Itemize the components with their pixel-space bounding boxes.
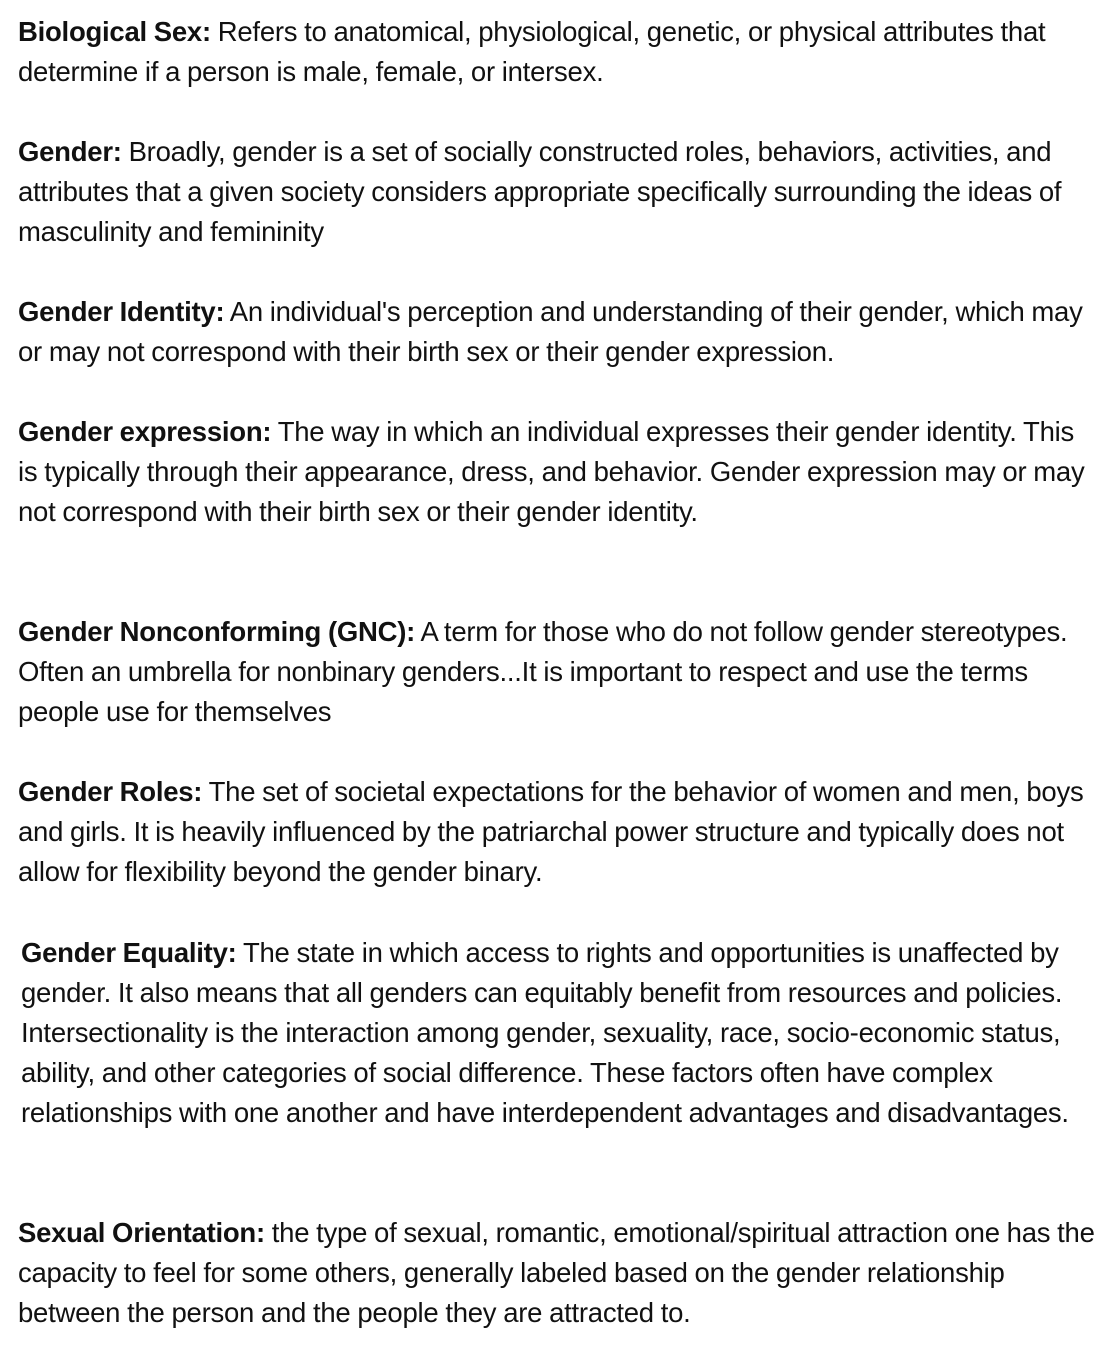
definition-gender <box>18 132 1098 252</box>
definition-sexual-orientation <box>18 1213 1098 1333</box>
definition-term: Gender expression: <box>18 416 272 447</box>
definition-text: The state in which access to rights and opportunities is unaffected by gender. It also means that all genders can equitably benefit from resources and policies. Intersectionality is the interaction among gender, sexuality, race, socio-economic status, ability, and other categories of social difference. These factors often have complex relationships with one another and have interdependent advantages and disadvantages. <box>21 937 1069 1128</box>
definition-term: Biological Sex: <box>18 16 211 47</box>
definition-term: Gender Equality: <box>21 937 237 968</box>
definition-gender-nonconforming <box>18 612 1098 732</box>
definition-biological-sex <box>18 12 1098 92</box>
definition-term: Gender Identity: <box>18 296 225 327</box>
definition-gender-roles <box>18 772 1098 892</box>
definition-term: Gender Roles: <box>18 776 203 807</box>
definition-gender-equality <box>21 933 1098 1133</box>
definition-gender-identity <box>18 292 1098 372</box>
definition-gender-expression <box>18 412 1098 532</box>
definition-text: Refers to anatomical, physiological, genetic, or physical attributes that determine if a person is male, female, or intersex. <box>18 16 1046 87</box>
definition-text: The way in which an individual expresses their gender identity. This is typically through their appearance, dress, and behavior. Gender expression may or may not correspond with their birth sex or their gender identity. <box>18 416 1085 527</box>
definition-text: the type of sexual, romantic, emotional/spiritual attraction one has the capacity to feel for some others, generally labeled based on the gender relationship between the person and the people they are attracted to. <box>18 1217 1095 1328</box>
definition-text: The set of societal expectations for the behavior of women and men, boys and girls. It is heavily influenced by the patriarchal power structure and typically does not allow for flexibility beyond the gender binary. <box>18 776 1084 887</box>
definition-text: Broadly, gender is a set of socially constructed roles, behaviors, activities, and attributes that a given society considers appropriate specifically surrounding the ideas of masculinity and femininity <box>18 136 1062 247</box>
definition-text: An individual's perception and understanding of their gender, which may or may not correspond with their birth sex or their gender expression. <box>18 296 1083 367</box>
definition-text: A term for those who do not follow gender stereotypes. Often an umbrella for nonbinary genders...It is important to respect and use the terms people use for themselves <box>18 616 1068 727</box>
definition-term: Gender: <box>18 136 122 167</box>
definition-term: Gender Nonconforming (GNC): <box>18 616 416 647</box>
definition-term: Sexual Orientation: <box>18 1217 265 1248</box>
